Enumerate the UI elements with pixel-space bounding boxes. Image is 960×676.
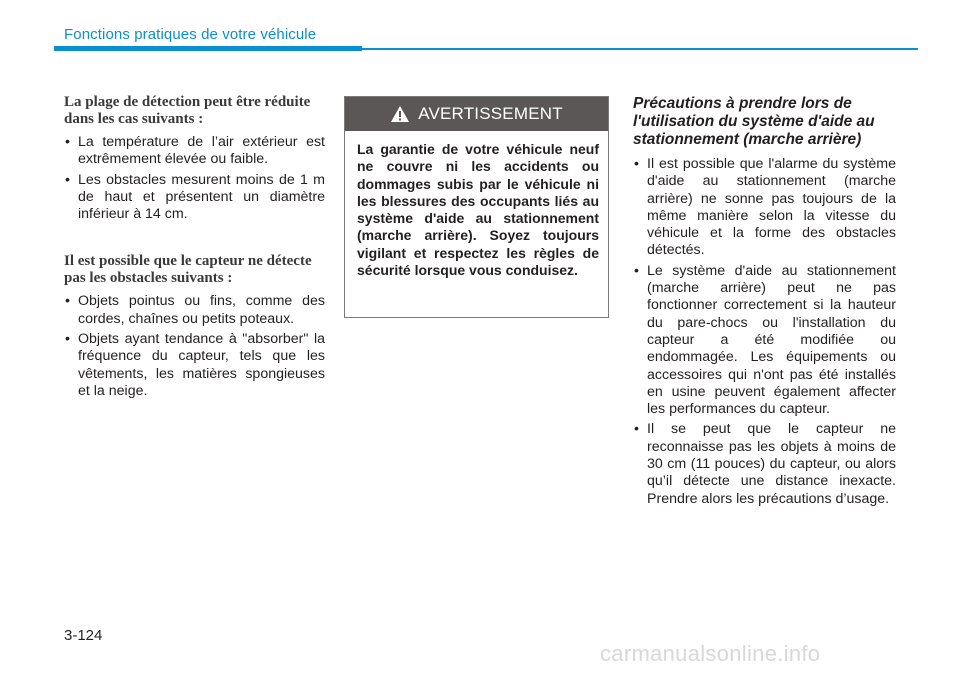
warning-title: AVERTISSEMENT bbox=[418, 104, 563, 123]
page-number: 3-124 bbox=[64, 627, 103, 644]
list-item: • Il se peut que le capteur ne reconnaisse pas les objets à moins de 30 cm (11 pouces) du capteur, ou alors qu’il détecte une distance inexacte. Prendre alors les précautions d’usage. bbox=[633, 421, 896, 507]
section-title: Fonctions pratiques de votre véhicule bbox=[64, 26, 317, 43]
right-column bbox=[633, 95, 896, 511]
list-item: • Il est possible que l'alarme du système d'aide au stationnement (marche arrière) ne sonne pas toujours de la même manière selon la vitesse du véhicule et la forme des obstacles détectés. bbox=[633, 156, 896, 260]
list-item: • Le système d'aide au stationnement (marche arrière) peut ne pas fonctionner correctement si la hauteur du pare-chocs ou l'installation du capteur a été modifiée ou endommagée. Les équipements ou accessoires qui n'ont pas été installés en usine peuvent également affecter les performances du capteur. bbox=[633, 263, 896, 419]
warning-header bbox=[345, 97, 608, 131]
warning-box bbox=[344, 96, 609, 318]
header-rule-thick bbox=[54, 46, 362, 51]
undetected-obstacles-list bbox=[64, 293, 325, 400]
precautions-heading: Précautions à prendre lors de l'utilisation du système d'aide au stationnement (marche arrière) bbox=[633, 95, 875, 148]
detection-range-heading: La plage de détection peut être réduite dans les cas suivants : bbox=[64, 94, 311, 127]
left-column bbox=[64, 94, 325, 403]
warning-triangle-icon bbox=[390, 105, 410, 123]
list-item: • La température de l’air extérieur est extrêmement élevée ou faible. bbox=[64, 134, 325, 169]
header-rule-thin bbox=[362, 48, 918, 50]
undetected-obstacles-heading: Il est possible que le capteur ne détecte pas les obstacles suivants : bbox=[64, 253, 312, 287]
warning-text: La garantie de votre véhicule neuf ne couvre ni les accidents ou dommages subis par le véhicule ni les blessures des occupants liés au système d'aide au stationnement (marche arrière). Soyez toujours vigilant et respectez les règles de sécurité lorsque vous conduisez. bbox=[357, 141, 599, 279]
watermark: carmanualsonline.info bbox=[600, 641, 821, 666]
list-item: • Objets pointus ou fins, comme des cordes, chaînes ou petits poteaux. bbox=[64, 293, 325, 328]
precautions-list bbox=[633, 156, 896, 508]
list-item: • Objets ayant tendance à "absorber" la fréquence du capteur, tels que les vêtements, les matières spongieuses et la neige. bbox=[64, 331, 325, 400]
list-item: • Les obstacles mesurent moins de 1 m de haut et présentent un diamètre inférieur à 14 cm. bbox=[64, 172, 325, 224]
detection-range-list bbox=[64, 134, 325, 223]
